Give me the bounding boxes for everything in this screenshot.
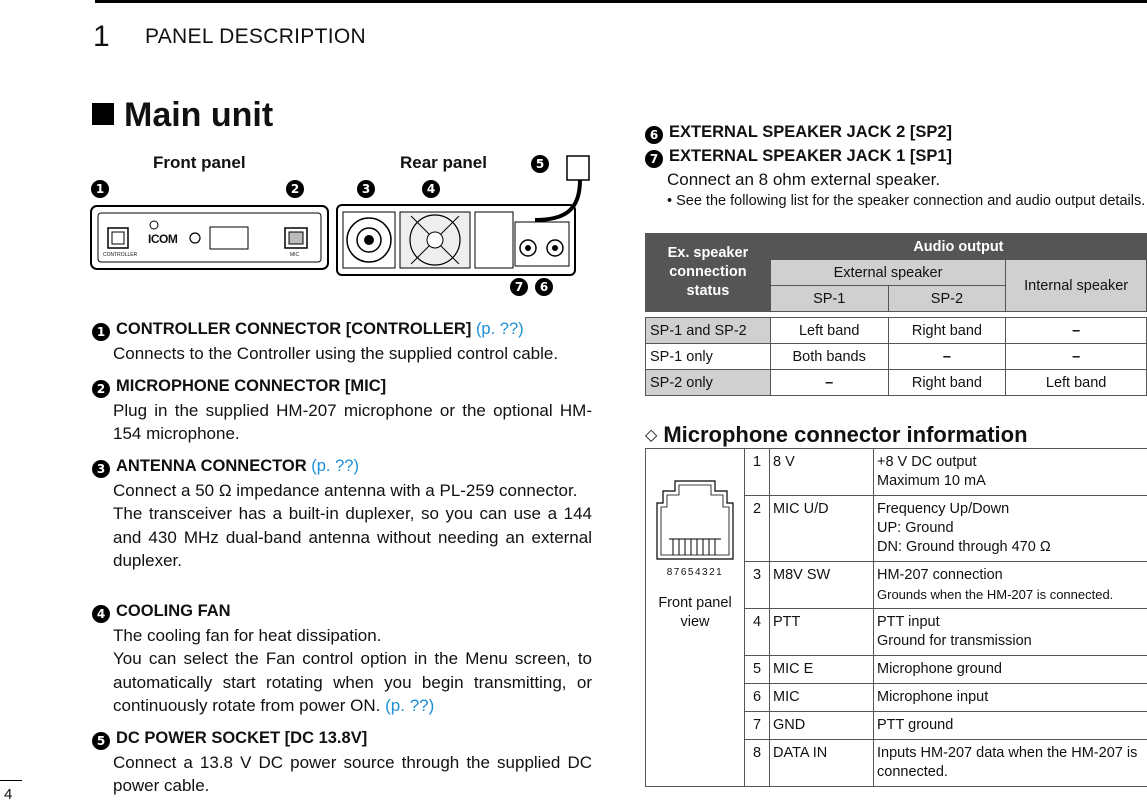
item-body: Connect a 50 Ω impedance antenna with a PL-259 connector. — [113, 480, 578, 500]
item-cooling-fan — [92, 600, 592, 718]
mic-label: MIC — [290, 252, 300, 258]
section-title: Main unit — [92, 96, 273, 135]
page-ref-link[interactable]: (p. ??) — [311, 457, 359, 475]
page-rule — [0, 780, 22, 781]
table-row: 5 MIC E Microphone ground — [646, 656, 1147, 684]
speaker-text: Connect an 8 ohm external speaker. — [667, 170, 941, 189]
marker-6: 6 — [535, 278, 553, 296]
speaker-note: • See the following list for the speaker connection and audio output details. — [667, 193, 1146, 209]
item-antenna-connector — [92, 455, 592, 573]
header-status: Ex. speaker connection status — [646, 234, 771, 312]
table-row: SP-1 only Both bands – – — [646, 344, 1147, 370]
item-speaker-jack-1: 7 EXTERNAL SPEAKER JACK 1 [SP1] — [645, 147, 952, 168]
rear-panel-label: Rear panel — [400, 153, 487, 172]
table-row: 8 DATA IN Inputs HM-207 data when the HM-207 is connected. — [646, 740, 1147, 787]
item-speaker-jack-2: 6 EXTERNAL SPEAKER JACK 2 [SP2] — [645, 123, 952, 144]
number-badge-2: 2 — [92, 380, 110, 398]
diamond-icon: ◇ — [645, 427, 658, 444]
number-badge-7: 7 — [645, 150, 663, 168]
item-dc-power-socket — [92, 727, 592, 798]
item-body: Plug in the supplied HM-207 microphone or the optional HM-154 microphone. — [113, 400, 592, 443]
header-sp2: SP-2 — [888, 286, 1006, 312]
item-title: DC POWER SOCKET [DC 13.8V] — [116, 729, 368, 747]
marker-3: 3 — [357, 180, 375, 198]
table-row: SP-1 and SP-2 Left band Right band – — [646, 318, 1147, 344]
item-controller-connector — [92, 318, 592, 365]
square-bullet-icon — [92, 103, 114, 125]
table-row: 2 MIC U/D Frequency Up/Down UP: Ground DN: Ground through 470 Ω — [646, 496, 1147, 562]
number-badge-6: 6 — [645, 126, 663, 144]
chapter-title: PANEL DESCRIPTION — [145, 25, 366, 48]
item-microphone-connector — [92, 375, 592, 446]
connector-figure-cell — [646, 449, 745, 787]
rear-panel-illustration — [335, 150, 595, 280]
header-audio-output: Audio output — [770, 234, 1146, 260]
controller-label: CONTROLLER — [103, 252, 138, 258]
modular-jack-icon — [655, 477, 735, 563]
item-title: MICROPHONE CONNECTOR [MIC] — [116, 377, 387, 395]
table-row: 4 PTT PTT input Ground for transmission — [646, 609, 1147, 656]
pin-numbers: 87654321 — [666, 567, 724, 578]
item-title: COOLING FAN — [116, 602, 231, 620]
number-badge-4: 4 — [92, 605, 110, 623]
chapter-number: 1 — [93, 20, 110, 53]
item-body: The transceiver has a built-in duplexer, so you can use a 144 and 430 MHz dual-band antenna without needing an external duplexer. — [113, 504, 592, 570]
front-panel-illustration — [90, 205, 330, 271]
marker-1: 1 — [91, 180, 109, 198]
front-panel-label: Front panel — [153, 153, 246, 172]
item-body: Connects to the Controller using the supplied control cable. — [113, 343, 559, 363]
item-title: CONTROLLER CONNECTOR [CONTROLLER] — [116, 320, 472, 338]
item-title: ANTENNA CONNECTOR — [116, 457, 307, 475]
number-badge-5: 5 — [92, 732, 110, 750]
brand-logo: ICOM — [148, 232, 178, 246]
mic-section-title: ◇ Microphone connector information — [645, 422, 1028, 447]
item-body: Connect a 13.8 V DC power source through the supplied DC power cable. — [113, 752, 592, 795]
speaker-table — [645, 233, 1147, 396]
table-row: 3 M8V SW HM-207 connection Grounds when the HM-207 is connected. — [646, 562, 1147, 609]
marker-4: 4 — [422, 180, 440, 198]
table-row: SP-2 only – Right band Left band — [646, 370, 1147, 396]
item-body: The cooling fan for heat dissipation. — [113, 625, 382, 645]
number-badge-3: 3 — [92, 460, 110, 478]
page-ref-link[interactable]: (p. ??) — [475, 320, 524, 338]
page-number: 4 — [4, 786, 13, 803]
front-panel-view-label: Front panel view — [658, 595, 732, 630]
top-rule — [95, 0, 1147, 3]
header-external: External speaker — [770, 260, 1005, 286]
table-row: 7 GND PTT ground — [646, 712, 1147, 740]
item-body: You can select the Fan control option in the Menu screen, to automatically start rotating when you begin transmitting, or continuously rotate from power ON. (p. ??) — [113, 649, 592, 715]
marker-7: 7 — [510, 278, 528, 296]
page-ref-link[interactable]: (p. ??) — [385, 696, 435, 715]
marker-2: 2 — [286, 180, 304, 198]
header-sp1: SP-1 — [770, 286, 888, 312]
table-row: 6 MIC Microphone input — [646, 684, 1147, 712]
header-internal: Internal speaker — [1006, 260, 1147, 312]
table-row: 87654321 Front panel view 1 8 V +8 V DC output Maximum 10 mA — [646, 449, 1147, 496]
number-badge-1: 1 — [92, 323, 110, 341]
marker-5: 5 — [531, 155, 549, 173]
mic-connector-table — [645, 448, 1147, 787]
